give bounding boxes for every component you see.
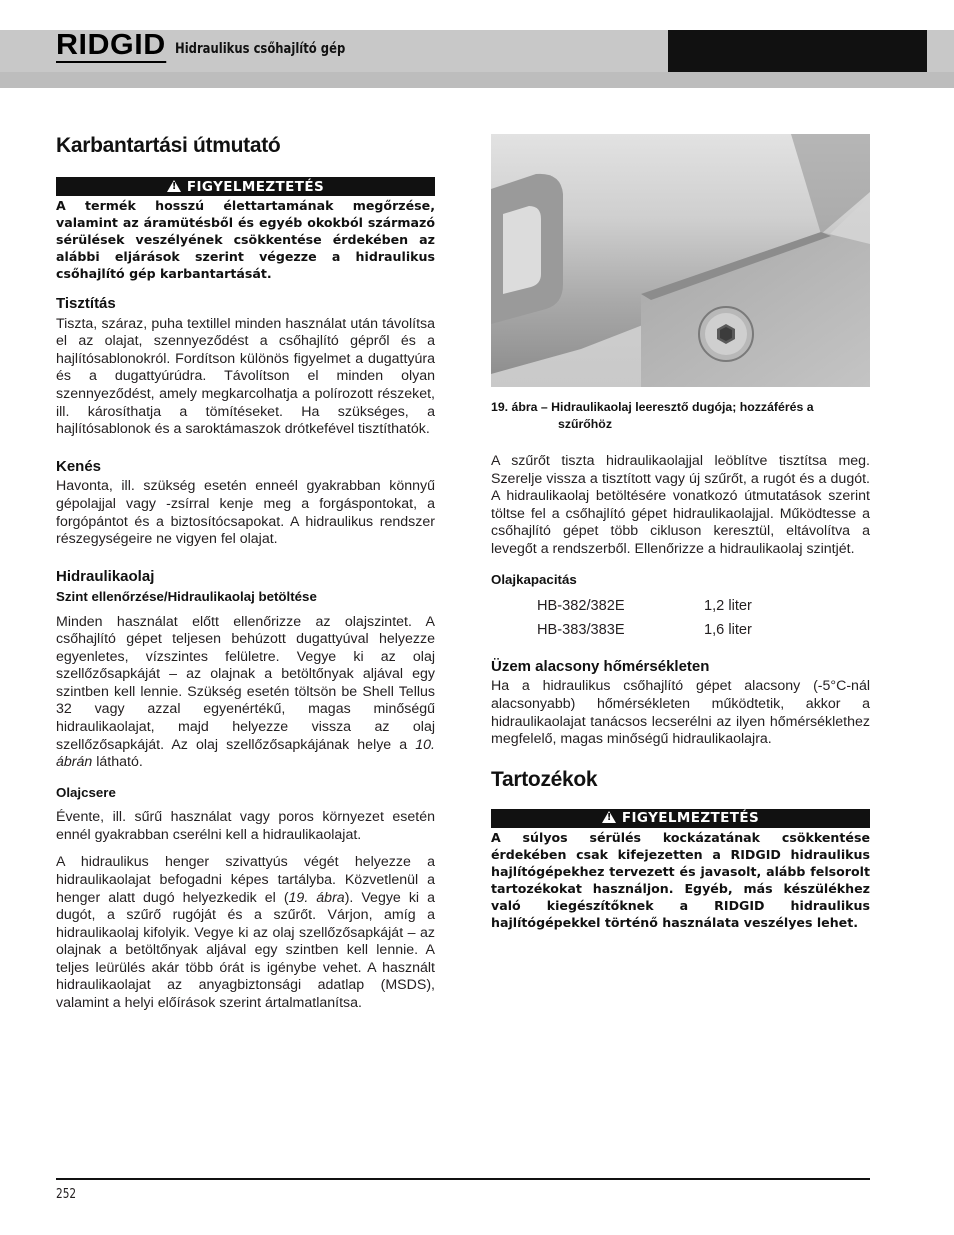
- lowtemp-text: Ha a hidraulikus csőhajlító gépet alacsony (-5°C-nál alacsonyabb) hőmérsékleten működtetik, akkor a hidraulikaolajat tanácsos lecserélni az ilyen hőmérséklethez megfelelő, magas minőségű hidraulikaolajra.: [491, 678, 870, 748]
- accessories-warning-text: A súlyos sérülés kockázatának csökkentése érdekében csak kifejezetten a RIDGID hidraulikus hajlítógépekhez tervezett és javasolt, alább felsorolt tartozékokat használjon. Egyéb, más készülékhez való kiegészítőknek a RIDGID hidraulikus hajlítógépekkel történő használata veszélyes lehet.: [491, 829, 870, 930]
- hydraulic-title: Hidraulikaolaj: [56, 567, 155, 585]
- ridgid-logo: [56, 29, 166, 64]
- lowtemp-title: Üzem alacsony hőmérsékleten: [491, 657, 710, 675]
- warning-label: FIGYELMEZTETÉS: [186, 178, 325, 195]
- left-column: [56, 130, 435, 1021]
- warning-text: A termék hosszú élettartamának megőrzése, valamint az áramütésből és egyéb okokból származó sérülések veszélyének csökkentése érdekében az alábbi eljárások szerint végezze a hidraulikus csőhajlító gép karbantartását.: [56, 198, 435, 282]
- footer-rule: [56, 1178, 870, 1180]
- right-column: [491, 134, 870, 931]
- warning-label: FIGYELMEZTETÉS: [621, 810, 760, 827]
- capacity-title: Olajkapacitás: [491, 571, 577, 587]
- level-title: Szint ellenőrzése/Hidraulikaolaj betöltése: [56, 589, 317, 605]
- warning-bar: [56, 177, 435, 196]
- capacity-row: HB-382/382E 1,2 liter: [537, 597, 752, 614]
- header-black-block: [668, 30, 927, 72]
- cleaning-text: Tiszta, száraz, puha textillel minden használat után távolítsa el az olajat, szennyeződést a csőhajlító gépről és a hajlítósablonokról. Fordítson különös figyelmet a dugattyúra és a dugattyúrúdra. Távolítson el minden olyan szennyeződést, amely megkarcolhatja a polírozott részeket, ill. károsíthatja a tömítéseket. Ha szükséges, a hajlítósablonok és a saroktámaszok drótkefével tisztíthatók.: [56, 315, 435, 438]
- maintenance-heading: Karbantartási útmutató: [56, 134, 281, 157]
- lube-text: Havonta, ill. szükség esetén enneél gyakrabban könnyű gépolajjal vagy -zsírral kenje meg a forgáspontokat, a forgópántot és a biztosítócsapokat. A hidraulikus rendszer részegységeire ne vigyen fel olajat.: [56, 478, 435, 548]
- warning-triangle-icon: [602, 811, 616, 823]
- capacity-row: HB-383/383E 1,6 liter: [537, 621, 752, 638]
- drain-plug-illustration: [491, 134, 870, 387]
- page-number: 252: [56, 1187, 77, 1202]
- drain-text: A hidraulikus henger szivattyús végét helyezze a hidraulikaolajat befogadni képes tartályba. Közvetlenül a henger alatt dugó helyezkedik el (19. ábra). Vegye ki a dugót, a szűrő rugóját és a szűrőt. Várjon, amíg a hidraulikaolaj kifolyik. Vegye ki az olaj szellőzősapkáját – az olajnak a betöltőnyak aljával egy szintben kell lennie. A teljes leürülés akár több órát is igénybe vehet. A használt hidraulikaolajat az anyagbiztonsági adatlap (MSDS), valamint a helyi előírások szerint ártalmatlanítsa.: [56, 854, 435, 1012]
- lube-title: Kenés: [56, 457, 102, 475]
- change-text: Évente, ill. sűrű használat vagy poros környezet esetén ennél gyakrabban cserélni kell a hidraulikaolajat.: [56, 809, 435, 843]
- level-text: Minden használat előtt ellenőrizze az olajszintet. A csőhajlító gépet teljesen behúzott dugattyúval helyezze egyenletes, vízszintes felületre. Vegye ki az olaj szellőzősapkáját – az olajnak a betöltőnyak aljával egy szintben kell lennie. Szükség esetén töltsön be Shell Tellus 32 vagy azzal egyenértékű, magas minőségű hidraulikaolajat, majd helyezze vissza az olaj szellőzősapkáját. Az olaj szellőzősapkájának helye a 10. ábrán látható.: [56, 613, 435, 771]
- header-title: Hidraulikus csőhajlító gép: [175, 41, 346, 57]
- change-title: Olajcsere: [56, 784, 116, 800]
- figure-19-photo: [491, 134, 870, 387]
- brand-name: RIDGID: [56, 29, 166, 61]
- figure-caption: 19. ábra – Hidraulikaolaj leeresztő dugója; hozzáférés a szűrőhöz: [491, 400, 814, 431]
- warning-triangle-icon: [167, 180, 181, 192]
- filter-text: A szűrőt tiszta hidraulikaolajjal leöblítve tisztítsa meg. Szerelje vissza a tisztított vagy új szűrőt, a rugót és a dugót. A hidraulikaolaj betöltésére vonatkozó útmutatások szerint töltse fel a csőhajlító gépet hidraulikaolajjal. Működtesse a csőhajlító gépet több cikluson keresztül, eltávolítva a levegőt a rendszerből. Ellenőrizze a hidraulikaolaj szintjét.: [491, 453, 870, 557]
- warning-bar: [491, 809, 870, 828]
- cleaning-title: Tisztítás: [56, 295, 116, 313]
- capacity-table: [491, 594, 870, 642]
- accessories-heading: Tartozékok: [491, 767, 598, 791]
